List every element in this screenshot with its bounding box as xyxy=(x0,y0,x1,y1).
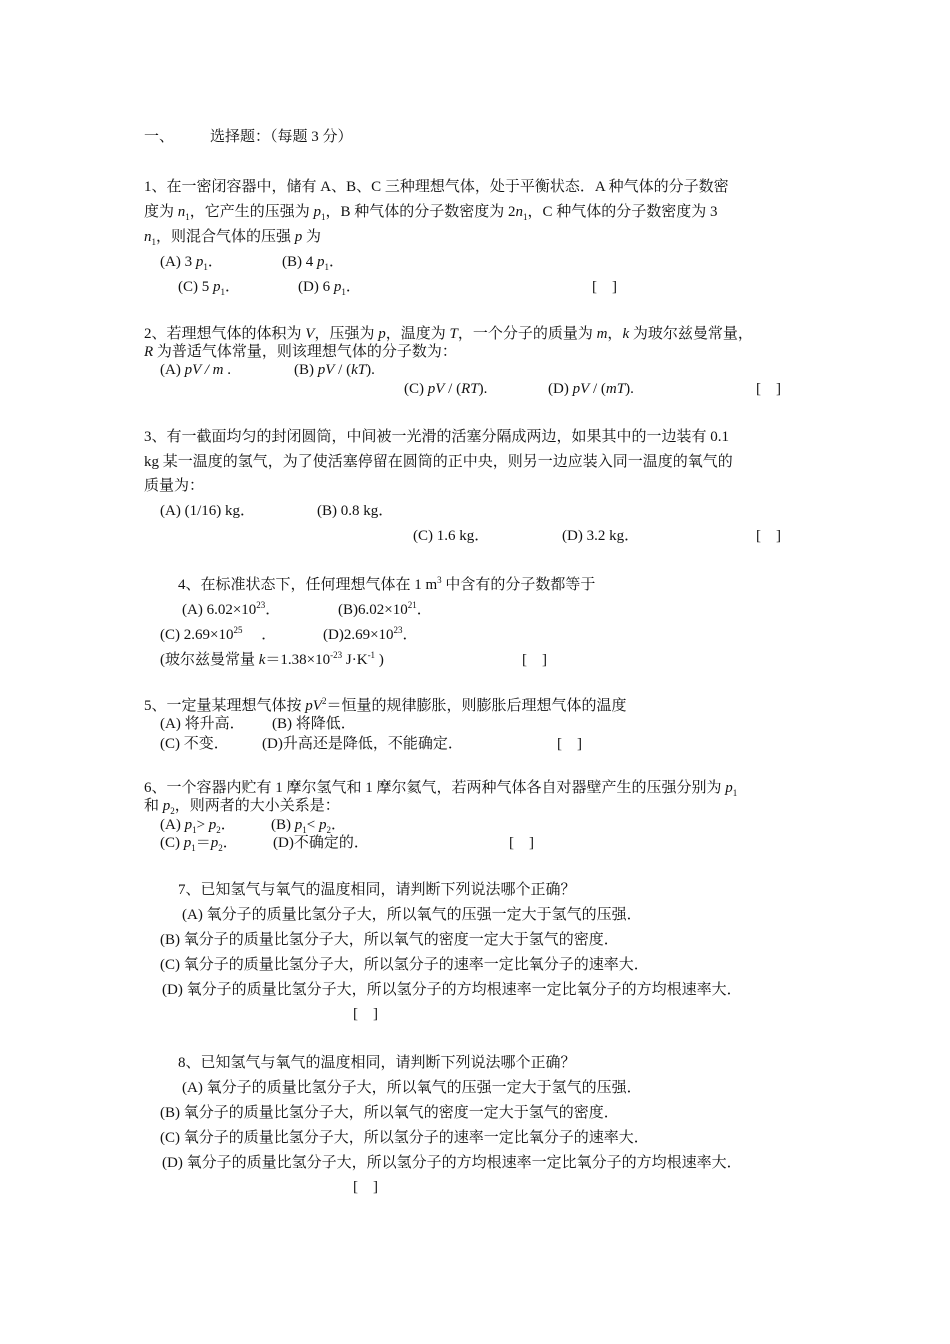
q2-option-a: (A) pV / m . xyxy=(160,362,231,378)
q6-option-a: (A) $p_1> p_2$． xyxy=(160,817,236,835)
q3-option-a: (A) (1/16) kg． xyxy=(160,503,255,519)
q8-line1: 8、已知氢气与氧气的温度相同，请判断下列说法哪个正确？ xyxy=(178,1055,576,1071)
q2-option-b: (B) pV / (kT). xyxy=(294,362,375,378)
q4-option-a: (A) $6.02\times 10^{23}$． xyxy=(182,600,281,618)
q1-line2: 度为 $n_1$，它产生的压强为 $p_1$，B 种气体的分子数密度为 $2n_1$，C 种气体的分子数密度为 3 xyxy=(144,204,718,222)
q6-option-b: (B) $p_1< p_2$． xyxy=(271,817,346,835)
q7-option-c: (C) 氧分子的质量比氢分子大，所以氢分子的速率一定比氧分子的速率大． xyxy=(160,957,649,973)
q6-answer-bracket[interactable]: [ ] xyxy=(509,835,534,851)
q2-option-c: (C) pV / (RT). xyxy=(404,381,488,397)
q3-line3: 质量为： xyxy=(144,478,205,494)
q5-option-a: (A) 将升高． xyxy=(160,716,245,732)
q3-option-d: (D) 3.2 kg． xyxy=(562,528,640,544)
q7-option-d: (D) 氧分子的质量比氢分子大，所以氢分子的方均根速率一定比氧分子的方均根速率大． xyxy=(162,982,742,998)
q4-option-d: $(D)2.69\times 10^{23}$． xyxy=(323,625,418,643)
q3-answer-bracket[interactable]: [ ] xyxy=(756,528,781,544)
q5-answer-bracket[interactable]: [ ] xyxy=(557,736,582,752)
section-title: 选择题：（每题 3 分） xyxy=(210,129,353,145)
q5-option-d: (D)升高还是降低，不能确定． xyxy=(262,736,463,752)
q6-option-c: (C) $p_1=p_2$． xyxy=(160,835,238,853)
q1-option-a: (A) 3 $p_1$． xyxy=(160,254,223,272)
section-number: 一、 xyxy=(144,129,175,145)
q8-option-b: (B) 氧分子的质量比氢分子大，所以氧气的密度一定大于氢气的密度． xyxy=(160,1105,619,1121)
q2-answer-bracket[interactable]: [ ] xyxy=(756,381,781,397)
q3-option-b: (B) 0.8 kg． xyxy=(317,503,394,519)
q3-line1: 3、有一截面均匀的封闭圆筒，中间被一光滑的活塞分隔成两边，如果其中的一边装有 0.1 xyxy=(144,429,730,445)
q7-answer-bracket[interactable]: [ ] xyxy=(353,1006,378,1022)
q1-option-c: (C) 5 $p_1$． xyxy=(178,279,241,297)
q1-option-d: (D) 6 $p_1$． xyxy=(298,279,361,297)
q7-line1: 7、已知氢气与氧气的温度相同，请判断下列说法哪个正确？ xyxy=(178,882,576,898)
q2-line2: R 为普适气体常量，则该理想气体的分子数为： xyxy=(144,344,457,360)
q8-option-d: (D) 氧分子的质量比氢分子大，所以氢分子的方均根速率一定比氧分子的方均根速率大． xyxy=(162,1155,742,1171)
q3-option-c: (C) 1.6 kg． xyxy=(413,528,490,544)
q6-line1: 6、一个容器内贮有 1 摩尔氢气和 1 摩尔氦气，若两种气体各自对器壁产生的压强分别为 $p_1$ xyxy=(144,780,738,798)
q1-line3: $n_1$，则混合气体的压强 p 为 xyxy=(144,229,322,247)
q1-option-b: (B) 4 $p_1$． xyxy=(282,254,345,272)
q6-option-d: (D)不确定的． xyxy=(273,835,369,851)
q4-option-b: $(B)6.02\times 10^{21}$． xyxy=(338,600,432,618)
q4-option-c: (C) $2.69\times 10^{25}$ ． xyxy=(160,625,277,643)
q2-option-d: (D) pV / (mT). xyxy=(548,381,634,397)
q4-line1: 4、在标准状态下，任何理想气体在 1 $m^3$ 中含有的分子数都等于 xyxy=(178,575,596,593)
q1-answer-bracket[interactable]: [ ] xyxy=(592,279,617,295)
q4-constant-note: (玻尔兹曼常量 $k=1.38\times 10^{-23}$ $J\cdot K^{-1}$ ) xyxy=(160,650,384,668)
q2-line1: 2、若理想气体的体积为 V，压强为 p，温度为 T，一个分子的质量为 m，k 为玻尔兹曼常量， xyxy=(144,326,753,342)
q8-option-a: (A) 氧分子的质量比氢分子大，所以氧气的压强一定大于氢气的压强． xyxy=(182,1080,642,1096)
q1-line1: 1、在一密闭容器中，储有 A、B、C 三种理想气体，处于平衡状态．A 种气体的分子数密 xyxy=(144,179,729,195)
q6-line2: 和 $p_2$，则两者的大小关系是： xyxy=(144,798,340,816)
q8-option-c: (C) 氧分子的质量比氢分子大，所以氢分子的速率一定比氧分子的速率大． xyxy=(160,1130,649,1146)
q8-answer-bracket[interactable]: [ ] xyxy=(353,1179,378,1195)
q5-line1: 5、一定量某理想气体按 $pV^2=$恒量的规律膨胀，则膨胀后理想气体的温度 xyxy=(144,696,627,714)
q5-option-b: (B) 将降低． xyxy=(272,716,356,732)
q4-answer-bracket[interactable]: [ ] xyxy=(522,652,547,668)
q3-line2: kg 某一温度的氢气，为了使活塞停留在圆筒的正中央，则另一边应装入同一温度的氧气的 xyxy=(144,454,733,470)
q7-option-b: (B) 氧分子的质量比氢分子大，所以氧气的密度一定大于氢气的密度． xyxy=(160,932,619,948)
q5-option-c: (C) 不变． xyxy=(160,736,229,752)
q7-option-a: (A) 氧分子的质量比氢分子大，所以氧气的压强一定大于氢气的压强． xyxy=(182,907,642,923)
